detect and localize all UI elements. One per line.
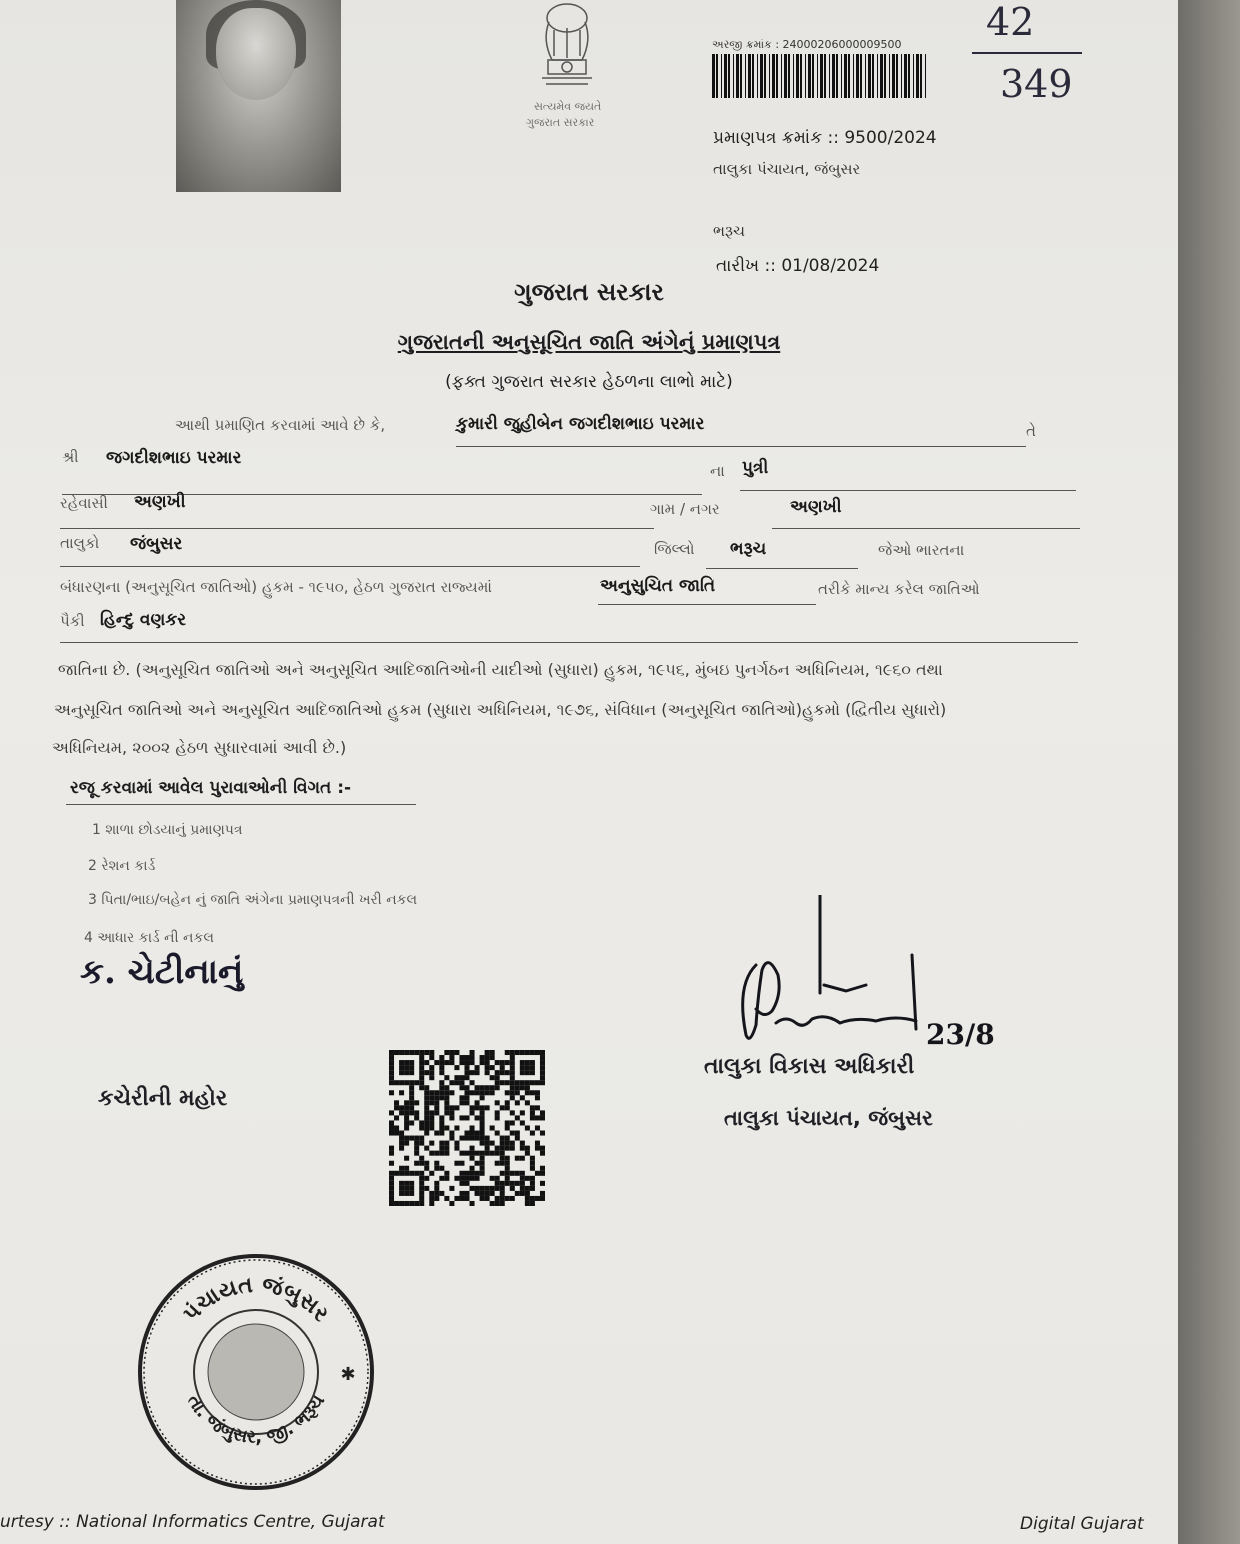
village-label: ગામ / નગર bbox=[650, 500, 720, 518]
office-stamp bbox=[136, 1252, 376, 1492]
applicant-photo bbox=[176, 0, 341, 192]
application-number: અરજી ક્રમાંક : 24000206000009500 bbox=[712, 38, 902, 51]
taluka-underline bbox=[60, 566, 640, 567]
document-item: 2 રેશન કાર્ડ bbox=[88, 858, 156, 874]
na-text: ના bbox=[710, 462, 725, 480]
relation: પુત્રી bbox=[742, 458, 769, 478]
handwritten-number-top: 42 bbox=[986, 0, 1035, 44]
resident-value: અણખી bbox=[134, 492, 186, 512]
photo-face bbox=[216, 8, 296, 100]
caste-underline bbox=[60, 642, 1078, 643]
emblem-caption-2: ગુજરાત સરકાર bbox=[526, 116, 595, 129]
district-label: જિલ્લો bbox=[654, 540, 695, 558]
place: ભરૂચ bbox=[713, 222, 745, 240]
father-name: જગદીશભાઇ પરમાર bbox=[106, 448, 242, 468]
officer-office: તાલુકા પંચાયત, જંબુસર bbox=[724, 1106, 933, 1130]
legal-para-line-1: જાતિના છે. (અનુસૂચિત જાતિઓ અને અનુસૂચિત આદિજાતિઓની યાદીઓ (સુધારા) હુકમ, ૧૯૫૬, મુંબઇ પુનર્ગઠન અધિનિયમ, ૧૯૬૦ તથા bbox=[58, 660, 943, 679]
documents-title: રજૂ કરવામાં આવેલ પુરાવાઓની વિગત :- bbox=[70, 778, 352, 798]
order-text: બંધારણના (અનુસૂચિત જાતિઓ) હુકમ - ૧૯૫૦, હેઠળ ગુજરાત રાજ્યમાં bbox=[60, 578, 492, 596]
signature-date: 23/8 bbox=[926, 1018, 995, 1051]
relation-underline bbox=[740, 490, 1076, 491]
certificate-number: પ્રમાણપત્ર ક્રમાંક :: 9500/2024 bbox=[713, 128, 937, 148]
documents-title-underline bbox=[66, 804, 416, 805]
barcode bbox=[712, 54, 928, 98]
svg-text:તા. જંબુસર, જી. ભરૂચ: તા. જંબુસર, જી. ભરૂચ bbox=[182, 1391, 330, 1448]
svg-text:પંચાયત જંબુસર: પંચાયત જંબુસર bbox=[178, 1272, 334, 1327]
district-value: ભરૂચ bbox=[730, 539, 767, 559]
handwritten-note: ક. ચેટીનાનું bbox=[80, 952, 244, 992]
issue-date: તારીખ :: 01/08/2024 bbox=[716, 256, 880, 276]
officer-designation: તાલુકા વિકાસ અધિકારી bbox=[704, 1054, 915, 1079]
svg-text:✱: ✱ bbox=[340, 1364, 356, 1385]
taluka-value: જંબુસર bbox=[130, 534, 183, 554]
name-underline bbox=[456, 446, 1026, 447]
background-edge bbox=[1178, 0, 1240, 1544]
government-title: ગુજરાત સરકાર bbox=[514, 278, 664, 306]
document-item: 4 આધાર કાર્ડ ની નકલ bbox=[84, 930, 214, 946]
office-seal-label: કચેરીની મહોર bbox=[98, 1086, 228, 1111]
district-underline bbox=[706, 568, 858, 569]
legal-para-line-2: અનુસૂચિત જાતિઓ અને અનુસૂચિત આદિજાતિઓ હુકમ (સુધારા અધિનિયમ, ૧૯૭૬, સંવિધાન (અનુસૂચિત જાતિઓ)હુકમો (દ્વિતીય સુધારો) bbox=[54, 700, 947, 719]
category-underline bbox=[598, 604, 816, 605]
certificate-subtitle: (ફક્ત ગુજરાત સરકાર હેઠળના લાભો માટે) bbox=[445, 372, 733, 392]
document-item: 3 પિતા/ભાઇ/બહેન નું જાતિ અંગેના પ્રમાણપત્રની ખરી નકલ bbox=[88, 892, 418, 908]
intro-text: આથી પ્રમાણિત કરવામાં આવે છે કે, bbox=[175, 416, 386, 434]
village-value: અણખી bbox=[790, 497, 842, 517]
village-underline bbox=[772, 528, 1080, 529]
category-value: અનુસુચિત જાતિ bbox=[600, 576, 716, 596]
taluka-label: તાલુકો bbox=[60, 534, 100, 552]
emblem-caption-1: સત્યમેવ જયતે bbox=[534, 100, 602, 113]
india-text: જેઓ ભારતના bbox=[878, 541, 965, 559]
handwritten-fraction-line bbox=[972, 52, 1082, 54]
document-item: 1 શાળા છોડયાનું પ્રમાણપત્ર bbox=[92, 822, 243, 838]
recognised-text: તરીકે માન્ય કરેલ જાતિઓ bbox=[818, 580, 980, 598]
resident-underline bbox=[60, 528, 654, 529]
footer-credit: urtesy :: National Informatics Centre, Gujarat bbox=[0, 1512, 385, 1532]
applicant-name: કુમારી જુહીબેન જગદીશભાઇ પરમાર bbox=[456, 414, 705, 434]
resident-label: રહેવાસી bbox=[60, 494, 108, 512]
certificate-title: ગુજરાતની અનુસૂચિત જાતિ અંગેનું પ્રમાણપત્ર bbox=[397, 330, 781, 354]
shri-label: શ્રી bbox=[62, 448, 79, 466]
issuing-office: તાલુકા પંચાયત, જંબુસર bbox=[713, 160, 861, 178]
legal-para-line-3: અધિનિયમ, ૨૦૦૨ હેઠળ સુધારવામાં આવી છે.) bbox=[52, 738, 347, 757]
footer-brand: Digital Gujarat bbox=[1020, 1514, 1144, 1534]
caste-value: હિન્દુ વણકર bbox=[100, 610, 187, 630]
qr-code bbox=[389, 1048, 545, 1208]
te-text: તે bbox=[1026, 422, 1036, 440]
among-label: પૈકી bbox=[60, 612, 85, 630]
handwritten-number-bottom: 349 bbox=[1000, 62, 1073, 106]
